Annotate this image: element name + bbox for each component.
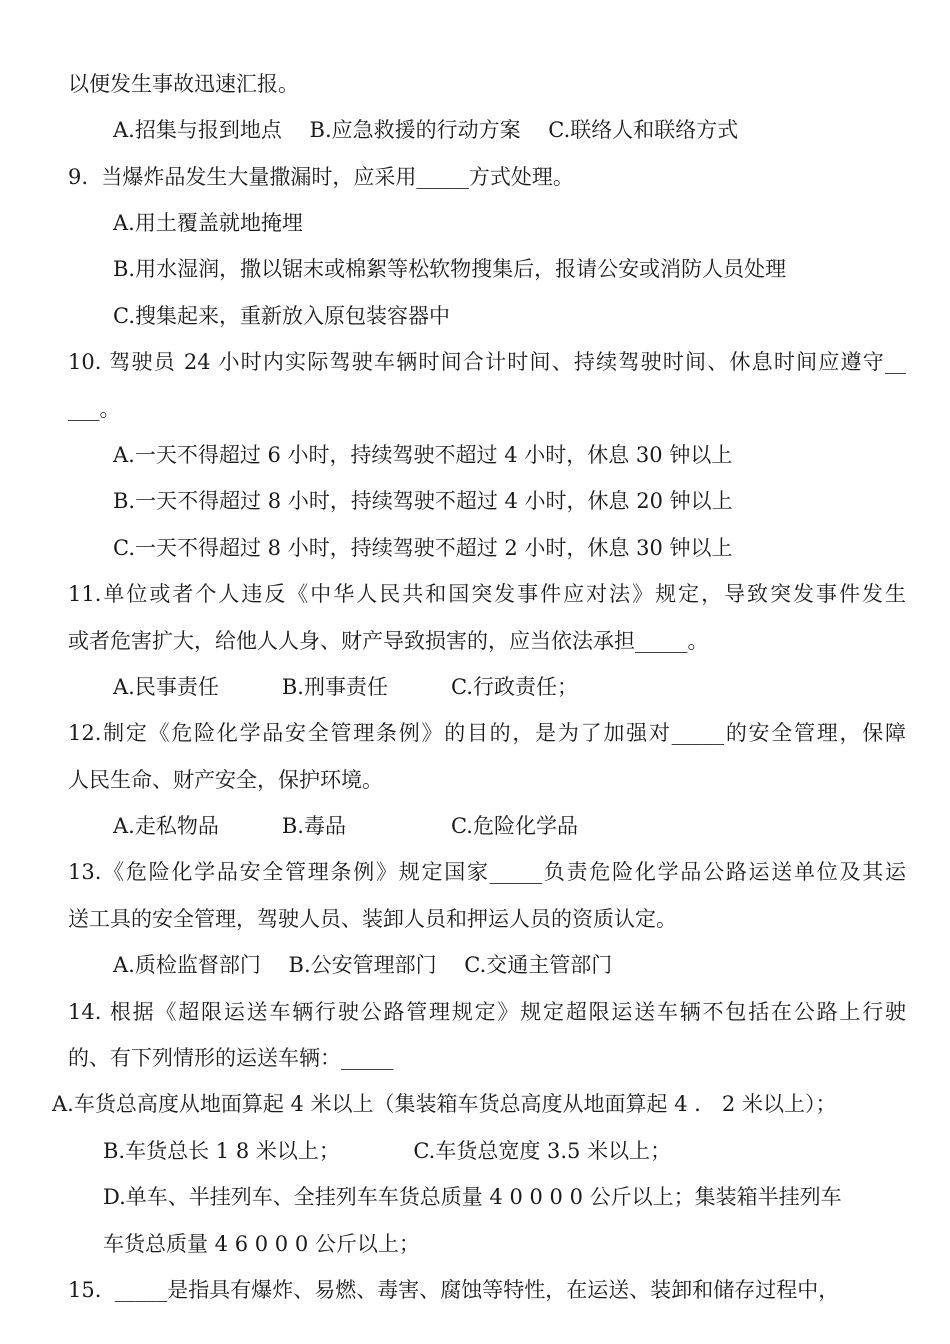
question-13: 13.《危险化学品安全管理条例》规定国家_____负责危险化学品公路运送单位及其运	[68, 860, 906, 884]
option-line: B.一天不得超过 8 小时，持续驾驶不超过 4 小时，休息 20 钟以上	[113, 489, 733, 513]
text-line: 人民生命、财产安全，保护环境。	[68, 768, 383, 792]
text-line: 送工具的安全管理，驾驶人员、装卸人员和押运人员的资质认定。	[68, 907, 677, 931]
option-line: B.车货总长 1 8 米以上； C.车货总宽度 3.5 米以上；	[103, 1139, 672, 1163]
option-line: C.一天不得超过 8 小时，持续驾驶不超过 2 小时，休息 30 钟以上	[113, 536, 733, 560]
text-line: 的、有下列情形的运送车辆：_____	[68, 1046, 394, 1070]
text-line: 以便发生事故迅速汇报。	[68, 72, 299, 96]
question-9: 9. 当爆炸品发生大量撒漏时，应采用_____方式处理。	[68, 165, 574, 189]
text-line: ___。	[68, 397, 121, 421]
option-line: A.车货总高度从地面算起 4 米以上（集装箱车货总高度从地面算起 4 ． 2 米以上）；	[52, 1092, 837, 1116]
text-line: 或者危害扩大，给他人人身、财产导致损害的，应当依法承担_____。	[68, 629, 709, 653]
question-10: 10. 驾驶员 24 小时内实际驾驶车辆时间合计时间、持续驾驶时间、休息时间应遵守__	[68, 350, 906, 374]
option-line: D.单车、半挂列车、全挂列车车货总质量 4 0 0 0 0 公斤以上；集装箱半挂列车	[103, 1185, 842, 1209]
option-line: C.搜集起来，重新放入原包装容器中	[113, 304, 450, 328]
option-line: A.一天不得超过 6 小时，持续驾驶不超过 4 小时，休息 30 钟以上	[113, 443, 733, 467]
question-14: 14. 根据《超限运送车辆行驶公路管理规定》规定超限运送车辆不包括在公路上行驶	[68, 1000, 906, 1024]
question-11: 11.单位或者个人违反《中华人民共和国突发事件应对法》规定，导致突发事件发生	[68, 582, 906, 606]
option-line: A.民事责任 B.刑事责任 C.行政责任；	[113, 675, 578, 699]
option-line: B.用水湿润，撒以锯末或棉絮等松软物搜集后，报请公安或消防人员处理	[113, 257, 787, 281]
option-line: A.质检监督部门 B.公安管理部门 C.交通主管部门	[113, 953, 613, 977]
option-line: A.走私物品 B.毒品 C.危险化学品	[113, 814, 578, 838]
question-12: 12.制定《危险化学品安全管理条例》的目的，是为了加强对_____的安全管理，保障	[68, 721, 906, 745]
option-line: A.招集与报到地点 B.应急救援的行动方案 C.联络人和联络方式	[113, 118, 739, 142]
question-15: 15. _____是指具有爆炸、易燃、毒害、腐蚀等特性，在运送、装卸和储存过程中，	[68, 1278, 840, 1302]
option-line: 车货总质量 4 6 0 0 0 公斤以上；	[103, 1232, 420, 1256]
option-line: A.用土覆盖就地掩埋	[113, 211, 303, 235]
